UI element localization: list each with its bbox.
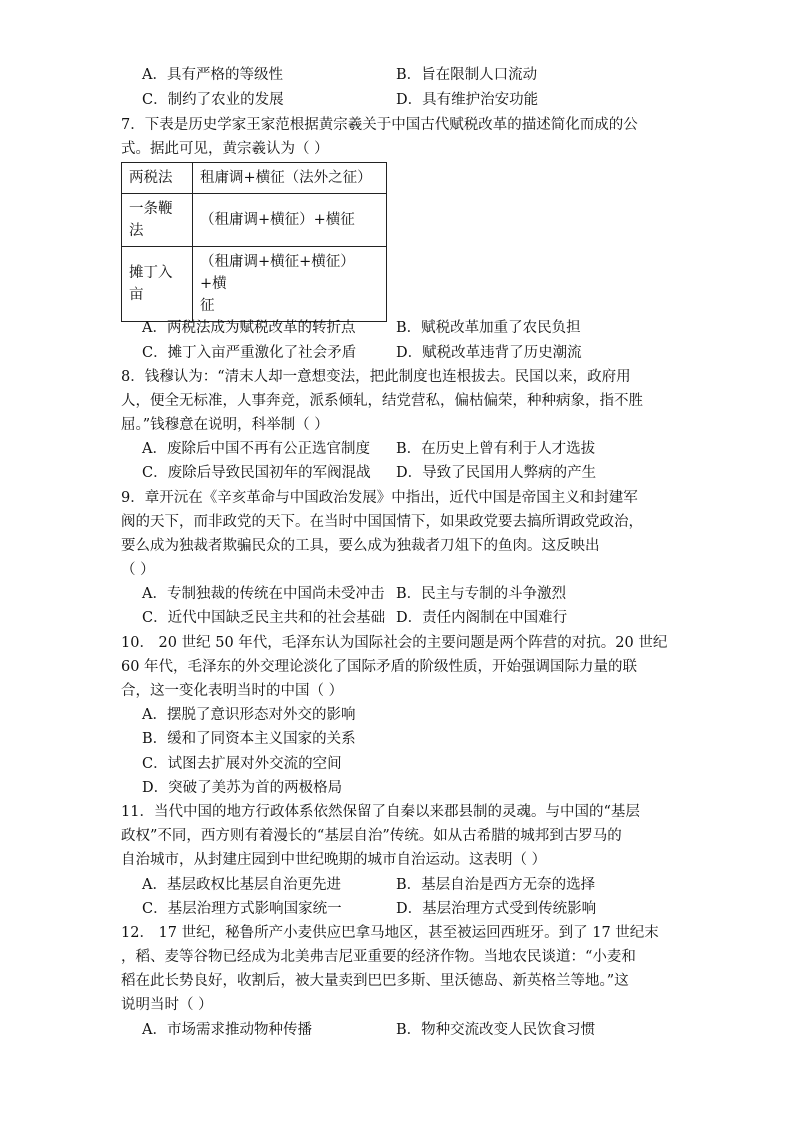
q8-stem-line-3: 屈。”钱穆意在说明，科举制（ ）: [121, 417, 329, 433]
q8-stem-line-1: 8．钱穆认为：“清末人却一意想变法，把此制度也连根拔去。民国以来，政府用: [121, 369, 631, 385]
q9-stem-line-3: 要么成为独裁者欺骗民众的工具，要么成为独裁者刀俎下的鱼肉。这反映出: [121, 538, 600, 554]
q9-option-b[interactable]: B．民主与专制的斗争激烈: [396, 586, 567, 602]
q6-option-d[interactable]: D．具有维护治安功能: [396, 92, 539, 108]
table-cell-name: [122, 247, 193, 322]
q10-stem-line-3: 合，这一变化表明当时的中国（ ）: [121, 683, 344, 699]
q9-stem-line-1: 9．章开沅在《辛亥革命与中国政治发展》中指出，近代中国是帝国主义和封建军: [121, 490, 638, 506]
q11-option-a[interactable]: A．基层政权比基层自治更先进: [142, 877, 341, 893]
table-row: [122, 194, 387, 247]
q9-stem-line-4: （ ）: [121, 562, 155, 578]
tax-reform-table: [121, 162, 387, 322]
q10-option-d[interactable]: D．突破了美苏为首的两极格局: [142, 780, 343, 796]
cell-text: （租庸调+横征+横征）+横: [200, 254, 355, 292]
q7-option-b[interactable]: B．赋税改革加重了农民负担: [396, 320, 581, 336]
table-row: [122, 163, 387, 194]
q8-option-a[interactable]: A．废除后中国不再有公正选官制度: [142, 441, 370, 457]
q10-stem-line-1: 10． 20 世纪 50 年代，毛泽东认为国际社会的主要问题是两个阵营的对抗。20 世纪: [121, 635, 668, 651]
q7-option-c[interactable]: C．摊丁入亩严重激化了社会矛盾: [142, 345, 357, 361]
q10-option-c[interactable]: C．试图去扩展对外交流的空间: [142, 756, 342, 772]
q10-option-a[interactable]: A．摆脱了意识形态对外交的影响: [142, 707, 356, 723]
q11-option-c[interactable]: C．基层治理方式影响国家统一: [142, 901, 342, 917]
q6-option-a[interactable]: A．具有严格的等级性: [142, 67, 283, 83]
q10-stem-line-2: 60 年代，毛泽东的外交理论淡化了国际矛盾的阶级性质，开始强调国际力量的联: [121, 659, 638, 675]
q8-option-d[interactable]: D．导致了民国用人弊病的产生: [396, 465, 597, 481]
table-cell-formula: [193, 163, 387, 194]
q9-option-c[interactable]: C．近代中国缺乏民主共和的社会基础: [142, 610, 386, 626]
q6-option-b[interactable]: B．旨在限制人口流动: [396, 67, 538, 83]
q8-option-b[interactable]: B．在历史上曾有利于人才选拔: [396, 441, 596, 457]
q11-stem-line-1: 11．当代中国的地方行政体系依然保留了自秦以来郡县制的灵魂。与中国的“基层: [121, 804, 640, 820]
q12-option-b[interactable]: B．物种交流改变人民饮食习惯: [396, 1022, 596, 1038]
cell-text: 征: [200, 298, 215, 314]
q10-option-b[interactable]: B．缓和了同资本主义国家的关系: [142, 731, 356, 747]
q7-option-a[interactable]: A．两税法成为赋税改革的转折点: [142, 320, 356, 336]
q12-stem-line-2: ，稻、麦等谷物已经成为北美弗吉尼亚重要的经济作物。当地农民谈道：“小麦和: [121, 949, 636, 965]
q12-stem-line-4: 说明当时（ ）: [121, 997, 213, 1013]
cell-text: 两税法: [129, 170, 173, 186]
q9-option-a[interactable]: A．专制独裁的传统在中国尚未受冲击: [142, 586, 385, 602]
q12-stem-line-3: 稻在此长势良好，收割后，被大量卖到巴巴多斯、里沃德岛、新英格兰等地。”这: [121, 973, 629, 989]
q6-option-c[interactable]: C．制约了农业的发展: [142, 92, 284, 108]
q7-stem-line-1: 7．下表是历史学家王家范根据黄宗羲关于中国古代赋税改革的描述简化而成的公: [121, 117, 638, 133]
cell-text: 摊丁入: [129, 265, 173, 281]
cell-text: 一条鞭: [129, 201, 173, 217]
q12-option-a[interactable]: A．市场需求推动物种传播: [142, 1022, 312, 1038]
table-cell-name: [122, 194, 193, 247]
q11-option-d[interactable]: D．基层治理方式受到传统影响: [396, 901, 597, 917]
q7-option-d[interactable]: D．赋税改革违背了历史潮流: [396, 345, 582, 361]
cell-text: 法: [129, 223, 144, 239]
q8-option-c[interactable]: C．废除后导致民国初年的军阀混战: [142, 465, 371, 481]
q11-stem-line-3: 自治城市，从封建庄园到中世纪晚期的城市自治运动。这表明（ ）: [121, 852, 547, 868]
q7-stem-line-2: 式。据此可见，黄宗羲认为（ ）: [121, 141, 329, 157]
q11-option-b[interactable]: B．基层自治是西方无奈的选择: [396, 877, 596, 893]
table-row: [122, 247, 387, 322]
q9-option-d[interactable]: D．责任内阁制在中国难行: [396, 610, 568, 626]
q8-stem-line-2: 人，便全无标准，人事奔竞，派系倾轧，结党营私，偏枯偏荣，种种病象，指不胜: [121, 393, 643, 409]
q9-stem-line-2: 阀的天下，而非政党的天下。在当时中国国情下，如果政党要去搞所谓政党政治，: [121, 514, 643, 530]
q11-stem-line-2: 政权”不同，西方则有着漫长的“基层自治”传统。如从古希腊的城邦到古罗马的: [121, 828, 622, 844]
cell-text: 亩: [129, 287, 144, 303]
table-cell-name: [122, 163, 193, 194]
cell-text: 租庸调+横征（法外之征）: [200, 170, 372, 186]
table-cell-formula: [193, 194, 387, 247]
q12-stem-line-1: 12． 17 世纪，秘鲁所产小麦供应巴拿马地区，甚至被运回西班牙。到了 17 世纪末: [121, 925, 659, 941]
table-cell-formula: [193, 247, 387, 322]
cell-text: （租庸调+横征）+横征: [200, 212, 355, 228]
